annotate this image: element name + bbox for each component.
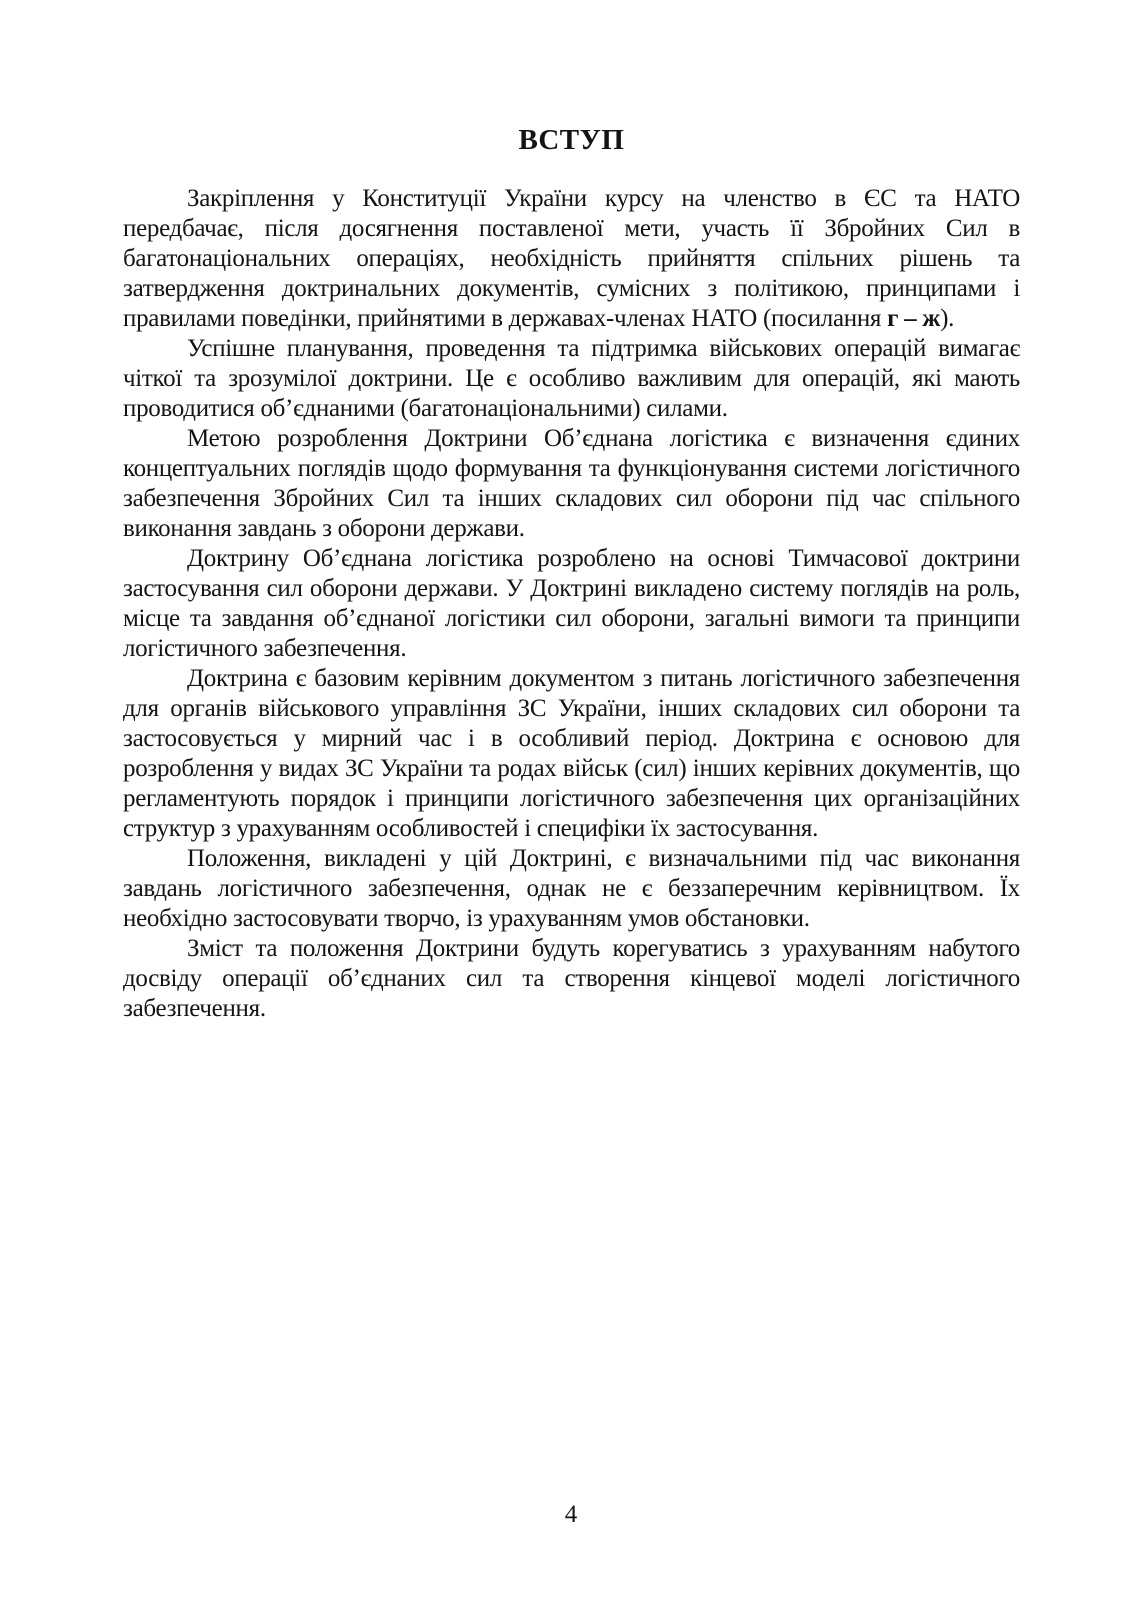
bold-text-run: г – ж xyxy=(887,305,941,332)
text-run: Успішне планування, проведення та підтримка військових операцій вимагає чіткої та зрозумілої доктрини. Це є особливо важливим для операцій, які мають проводитися об’єднаними (багатонаціональними) силами. xyxy=(123,335,1020,422)
paragraph xyxy=(123,544,1020,664)
text-run: ). xyxy=(940,305,955,332)
page-number: 4 xyxy=(564,1501,578,1528)
paragraph xyxy=(123,424,1020,544)
paragraph xyxy=(123,664,1020,844)
page-title: ВСТУП xyxy=(518,124,625,156)
document-body xyxy=(123,184,1020,1024)
paragraph xyxy=(123,184,1020,334)
text-run: Метою розроблення Доктрини Об’єднана логістика є визначення єдиних концептуальних поглядів щодо формування та функціонування системи логістичного забезпечення Збройних Сил та інших складових сил оборони під час спільного виконання завдань з оборони держави. xyxy=(123,425,1020,542)
paragraph xyxy=(123,934,1020,1024)
text-run: Закріплення у Конституції України курсу на членство в ЄС та НАТО передбачає, після досягнення поставленої мети, участь її Збройних Сил в багатонаціональних операціях, необхідність прийняття спільних рішень та затвердження доктринальних документів, сумісних з політикою, принципами і правилами поведінки, прийнятими в державах-членах НАТО (посилання xyxy=(123,185,1020,332)
paragraph xyxy=(123,334,1020,424)
text-run: Доктрина є базовим керівним документом з питань логістичного забезпечення для органів військового управління ЗС України, інших складових сил оборони та застосовується у мирний час і в особливий період. Доктрина є основою для розроблення у видах ЗС України та родах військ (сил) інших керівних документів, що регламентують порядок і принципи логістичного забезпечення цих організаційних структур з урахуванням особливостей і специфіки їх застосування. xyxy=(123,665,1020,842)
text-run: Доктрину Об’єднана логістика розроблено на основі Тимчасової доктрини застосування сил оборони держави. У Доктрині викладено систему поглядів на роль, місце та завдання об’єднаної логістики сил оборони, загальні вимоги та принципи логістичного забезпечення. xyxy=(123,545,1020,662)
text-run: Положення, викладені у цій Доктрині, є визначальними під час виконання завдань логістичного забезпечення, однак не є беззаперечним керівництвом. Їх необхідно застосовувати творчо, із урахуванням умов обстановки. xyxy=(123,845,1020,932)
paragraph xyxy=(123,844,1020,934)
text-run: Зміст та положення Доктрини будуть корегуватись з урахуванням набутого досвіду операції об’єднаних сил та створення кінцевої моделі логістичного забезпечення. xyxy=(123,935,1020,1022)
